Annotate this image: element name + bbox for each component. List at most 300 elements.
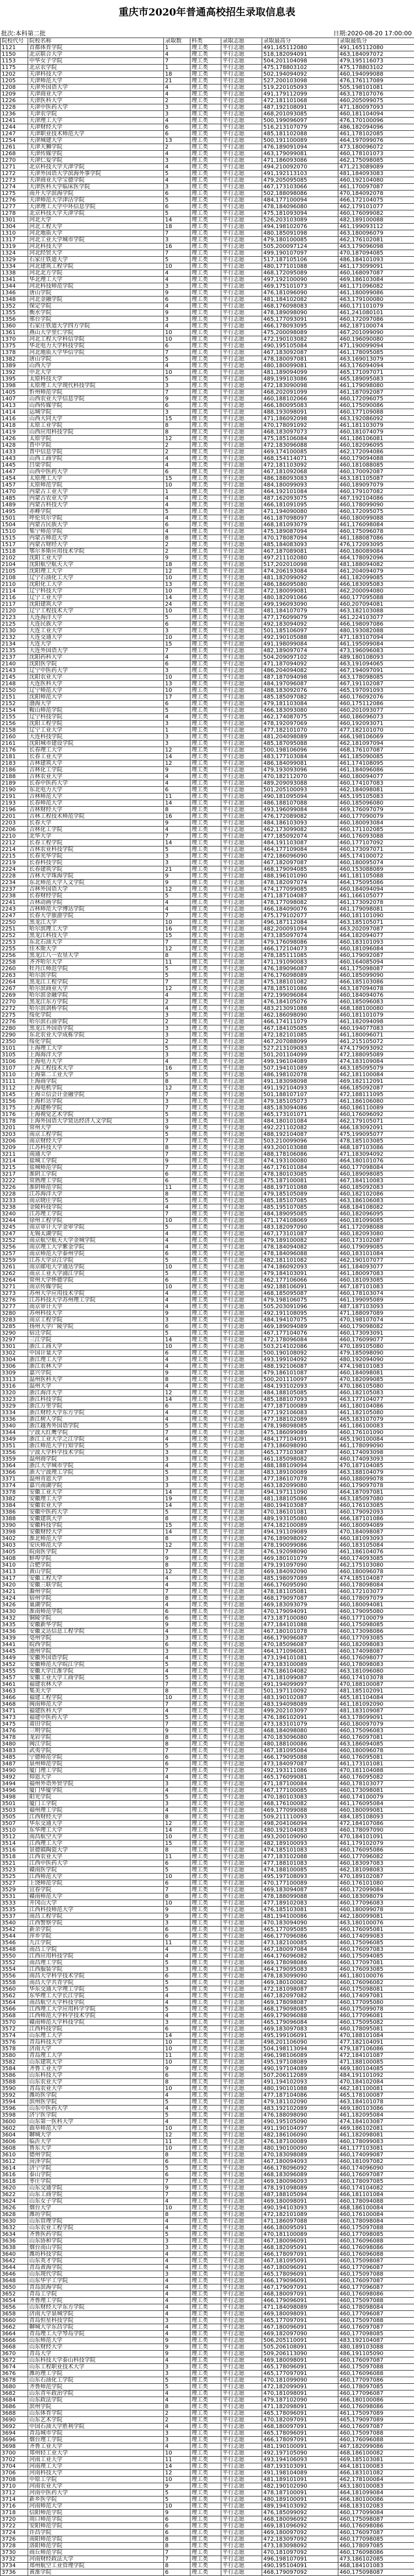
category-cell: 理工类 — [190, 615, 221, 621]
min-score-cell: 471,180097093 — [338, 104, 414, 111]
min-score-cell: 460,178098083 — [338, 1662, 414, 1668]
table-row — [1, 2510, 414, 2516]
admit-count-cell: 6 — [164, 1754, 190, 1761]
max-score-cell: 466,172104073 — [262, 946, 338, 953]
max-score-cell: 465,173101071 — [262, 1112, 338, 1118]
school-name-cell: 上海外国语大学贤达经济人文学院 — [28, 1118, 164, 1125]
min-score-cell: 460,175097088 — [338, 2225, 414, 2231]
school-code-cell: 2210 — [1, 833, 28, 840]
admit-count-cell: 15 — [164, 416, 190, 422]
volunteer-type-cell: 平行志愿 — [221, 84, 262, 91]
school-name-cell: 河北建筑工程学院 — [28, 263, 164, 270]
school-name-cell: 沈阳城市建设学院 — [28, 740, 164, 747]
school-code-cell: 3692 — [1, 2424, 28, 2430]
volunteer-type-cell: 平行志愿 — [221, 2000, 262, 2006]
volunteer-type-cell: 平行志愿 — [221, 900, 262, 906]
max-score-cell: 479,185105073 — [262, 1098, 338, 1105]
school-code-cell: 3374 — [1, 1483, 28, 1489]
admit-count-cell: 3 — [164, 237, 190, 244]
school-name-cell: 山西农业大学信息学院 — [28, 396, 164, 403]
school-name-cell: 南昌航空大学 — [28, 1834, 164, 1840]
table-row — [1, 1496, 414, 1503]
max-score-cell: 465,178096091 — [262, 2430, 338, 2437]
school-name-cell: 东北师范大学人文学院 — [28, 880, 164, 886]
admit-count-cell: 7 — [164, 1549, 190, 1556]
category-cell: 理工类 — [190, 1966, 221, 1973]
category-cell: 理工类 — [190, 2159, 221, 2165]
max-score-cell: 483,190102087 — [262, 1695, 338, 1701]
max-score-cell: 469,180098091 — [262, 2311, 338, 2318]
admit-count-cell: 4 — [164, 2000, 190, 2006]
admit-count-cell: 9 — [164, 1556, 190, 1562]
min-score-cell: 479,185098090 — [338, 1350, 414, 1357]
school-name-cell: 许昌学院 — [28, 2530, 164, 2536]
volunteer-type-cell: 平行志愿 — [221, 1781, 262, 1787]
table-row — [1, 1171, 414, 1178]
volunteer-type-cell: 平行志愿 — [221, 1324, 262, 1330]
admit-count-cell: 8 — [164, 1516, 190, 1522]
admit-count-cell: 4 — [164, 1708, 190, 1715]
school-code-cell: 3222 — [1, 1178, 28, 1184]
admit-count-cell: 4 — [164, 2298, 190, 2304]
school-name-cell: 大连工业大学 — [28, 628, 164, 634]
school-code-cell: 3426 — [1, 1602, 28, 1609]
table-row — [1, 1290, 414, 1297]
table-row — [1, 747, 414, 754]
category-cell: 理工类 — [190, 959, 221, 966]
volunteer-type-cell: 平行志愿 — [221, 687, 262, 694]
table-row — [1, 2364, 414, 2371]
min-score-cell: 461,199095089 — [338, 1297, 414, 1304]
school-name-cell: 青岛黄海学院 — [28, 2265, 164, 2271]
volunteer-type-cell: 平行志愿 — [221, 151, 262, 157]
school-name-cell: 淮南师范学院 — [28, 1609, 164, 1615]
min-score-cell: 461,174108095 — [338, 760, 414, 767]
table-row — [1, 303, 414, 310]
school-code-cell: 3276 — [1, 1297, 28, 1304]
volunteer-type-cell: 平行志愿 — [221, 1913, 262, 1920]
max-score-cell: 468,202091099 — [262, 389, 338, 396]
school-name-cell: 福建工程学院 — [28, 1695, 164, 1701]
admit-count-cell: 5 — [164, 972, 190, 979]
category-cell: 理工类 — [190, 1801, 221, 1807]
school-name-cell: 浙江海洋大学 — [28, 1390, 164, 1397]
category-cell: 理工类 — [190, 1880, 221, 1887]
admit-count-cell: 7 — [164, 250, 190, 257]
school-code-cell: 3594 — [1, 2099, 28, 2106]
school-code-cell: 3420 — [1, 1582, 28, 1589]
admit-count-cell: 4 — [164, 1668, 190, 1675]
max-score-cell: 527,213109083 — [262, 1045, 338, 1052]
table-row — [1, 2112, 414, 2119]
volunteer-type-cell: 平行志愿 — [221, 502, 262, 509]
max-score-cell: 519,220105093 — [262, 84, 338, 91]
school-name-cell: 长春建筑学院 — [28, 866, 164, 873]
school-code-cell: 3105 — [1, 1052, 28, 1059]
volunteer-type-cell: 平行志愿 — [221, 1973, 262, 1980]
volunteer-type-cell: 平行志愿 — [221, 522, 262, 528]
min-score-cell: 466,172104075 — [338, 197, 414, 204]
volunteer-type-cell: 平行志愿 — [221, 2291, 262, 2298]
min-score-cell: 473,180096072 — [338, 144, 414, 151]
school-name-cell: 上海工程技术大学 — [28, 1065, 164, 1072]
school-code-cell: 2215 — [1, 853, 28, 860]
school-code-cell: 3529 — [1, 1887, 28, 1893]
volunteer-type-cell: 平行志愿 — [221, 2019, 262, 2026]
school-code-cell: 3716 — [1, 2503, 28, 2510]
category-cell: 理工类 — [190, 1039, 221, 1045]
category-cell: 理工类 — [190, 575, 221, 581]
volunteer-type-cell: 平行志愿 — [221, 794, 262, 800]
table-row — [1, 2483, 414, 2490]
admit-count-cell: 12 — [164, 436, 190, 442]
school-code-cell: 3351 — [1, 1443, 28, 1450]
school-code-cell: 3562 — [1, 1993, 28, 2000]
admit-count-cell: 12 — [164, 986, 190, 992]
max-score-cell: 480,188100086 — [262, 1741, 338, 1748]
table-row — [1, 2059, 414, 2066]
table-row — [1, 1973, 414, 1980]
table-row — [1, 224, 414, 230]
max-score-cell: 466,181091095 — [262, 502, 338, 509]
school-code-cell: 3722 — [1, 2523, 28, 2530]
category-cell: 理工类 — [190, 1065, 221, 1072]
category-cell: 理工类 — [190, 330, 221, 336]
min-score-cell: 460,176097087 — [338, 2424, 414, 2430]
category-cell: 理工类 — [190, 2331, 221, 2337]
min-score-cell: 460,180094081 — [338, 1602, 414, 1609]
table-row — [1, 939, 414, 946]
volunteer-type-cell: 平行志愿 — [221, 1701, 262, 1708]
min-score-cell: 460,177097086 — [338, 2377, 414, 2384]
admit-count-cell: 4 — [164, 2390, 190, 2397]
min-score-cell: 481,188094082 — [338, 562, 414, 568]
school-code-cell: 1510 — [1, 528, 28, 535]
category-cell: 理工类 — [190, 1986, 221, 1993]
category-cell: 理工类 — [190, 2172, 221, 2178]
table-row — [1, 1450, 414, 1456]
school-code-cell: 3632 — [1, 2225, 28, 2231]
admit-count-cell: 1 — [164, 489, 190, 495]
min-score-cell: 460,185096080 — [338, 800, 414, 807]
school-code-cell: 2263 — [1, 972, 28, 979]
school-code-cell: 3652 — [1, 2291, 28, 2298]
category-cell: 理工类 — [190, 2357, 221, 2364]
admit-count-cell: 3 — [164, 2245, 190, 2251]
max-score-cell: 465,177103087 — [262, 1450, 338, 1456]
max-score-cell: 473,185097074 — [262, 933, 338, 939]
table-row — [1, 595, 414, 601]
school-name-cell: 齐鲁师范学院 — [28, 2384, 164, 2390]
school-name-cell: 苏州科技大学 — [28, 1310, 164, 1317]
min-score-cell: 461,186104076 — [338, 1549, 414, 1556]
admit-count-cell: 5 — [164, 1980, 190, 1986]
max-score-cell: 480,182091066 — [262, 595, 338, 601]
school-code-cell: 1407 — [1, 396, 28, 403]
max-score-cell: 484,180099093 — [262, 482, 338, 489]
school-code-cell: 2105 — [1, 568, 28, 575]
min-score-cell: 460,175097088 — [338, 2298, 414, 2304]
min-score-cell: 462,179101077 — [338, 204, 414, 210]
min-score-cell: 469,180103086 — [338, 2106, 414, 2112]
volunteer-type-cell: 平行志愿 — [221, 1582, 262, 1589]
max-score-cell: 461,187098097 — [262, 515, 338, 522]
table-row — [1, 1907, 414, 1913]
max-score-cell: 507,194101089 — [262, 1065, 338, 1072]
category-cell: 理工类 — [190, 350, 221, 356]
table-row — [1, 1145, 414, 1151]
admit-count-cell: 6 — [164, 403, 190, 409]
category-cell: 理工类 — [190, 316, 221, 323]
volunteer-type-cell: 平行志愿 — [221, 449, 262, 456]
max-score-cell: 501,205100093 — [262, 787, 338, 794]
max-score-cell: 473,184097087 — [262, 1761, 338, 1768]
school-name-cell: 赣南师范大学科技学院 — [28, 2019, 164, 2026]
category-cell: 理工类 — [190, 568, 221, 575]
admit-count-cell: 3 — [164, 1012, 190, 1019]
category-cell: 理工类 — [190, 1635, 221, 1642]
min-score-cell: 466,185092087 — [338, 1085, 414, 1092]
admit-count-cell: 2 — [164, 442, 190, 449]
school-code-cell: 3700 — [1, 2450, 28, 2457]
admit-count-cell: 12 — [164, 1390, 190, 1397]
table-row — [1, 1012, 414, 1019]
school-code-cell: 3525 — [1, 1874, 28, 1880]
school-code-cell: 1445 — [1, 462, 28, 469]
school-code-cell: 2260 — [1, 966, 28, 972]
volunteer-type-cell: 平行志愿 — [221, 2039, 262, 2046]
max-score-cell: 466,179095088 — [262, 1754, 338, 1761]
min-score-cell: 460,181074079 — [338, 429, 414, 436]
category-cell: 理工类 — [190, 1416, 221, 1423]
min-score-cell: 460,171102085 — [338, 827, 414, 833]
table-row — [1, 1436, 414, 1443]
admit-count-cell: 8 — [164, 1562, 190, 1569]
table-row — [1, 2039, 414, 2046]
table-row — [1, 568, 414, 575]
admit-count-cell: 5 — [164, 2112, 190, 2119]
table-row — [1, 396, 414, 403]
max-score-cell: 471,184098089 — [262, 2304, 338, 2311]
admit-count-cell: 6 — [164, 2516, 190, 2523]
table-row — [1, 2496, 414, 2503]
school-code-cell: 2156 — [1, 721, 28, 727]
category-cell: 理工类 — [190, 1092, 221, 1098]
school-code-cell: 3329 — [1, 1403, 28, 1410]
table-row — [1, 2430, 414, 2437]
table-row — [1, 953, 414, 959]
admit-count-cell: 4 — [164, 1946, 190, 1953]
max-score-cell: 500,199096097 — [262, 118, 338, 124]
max-score-cell: 475,187100081 — [262, 1178, 338, 1184]
school-code-cell: 3257 — [1, 1251, 28, 1257]
school-name-cell: 内蒙古工业大学 — [28, 489, 164, 495]
admit-count-cell: 12 — [164, 1569, 190, 1575]
max-score-cell: 476,185099092 — [262, 2510, 338, 2516]
table-row — [1, 1748, 414, 1754]
category-cell: 理工类 — [190, 2424, 221, 2430]
table-row — [1, 1986, 414, 1993]
max-score-cell: 469,183094087 — [262, 1887, 338, 1893]
category-cell: 理工类 — [190, 1251, 221, 1257]
school-code-cell: 3405 — [1, 1549, 28, 1556]
volunteer-type-cell: 平行志愿 — [221, 1059, 262, 1065]
category-cell: 理工类 — [190, 65, 221, 71]
max-score-cell: 526,203103089 — [262, 217, 338, 224]
table-row — [1, 853, 414, 860]
min-score-cell: 460,185092083 — [338, 1184, 414, 1191]
min-score-cell: 463,185105071 — [338, 919, 414, 926]
table-row — [1, 1781, 414, 1787]
table-row — [1, 562, 414, 568]
max-score-cell: 466,177096086 — [262, 1933, 338, 1940]
school-code-cell: 2117 — [1, 601, 28, 608]
table-row — [1, 1622, 414, 1628]
volunteer-type-cell: 平行志愿 — [221, 1105, 262, 1112]
volunteer-type-cell: 平行志愿 — [221, 1078, 262, 1085]
table-row — [1, 1880, 414, 1887]
school-name-cell: 龙岩学院 — [28, 1734, 164, 1741]
volunteer-type-cell: 平行志愿 — [221, 542, 262, 548]
table-row — [1, 813, 414, 820]
admit-count-cell: 4 — [164, 900, 190, 906]
category-cell: 理工类 — [190, 2556, 221, 2563]
min-score-cell: 464,187097081 — [338, 1489, 414, 1496]
max-score-cell: 471,187094092 — [262, 661, 338, 668]
school-code-cell: 3297 — [1, 1337, 28, 1343]
category-cell: 理工类 — [190, 913, 221, 919]
max-score-cell: 467,180096091 — [262, 2265, 338, 2271]
school-name-cell: 赣南医学院 — [28, 1867, 164, 1874]
admit-count-cell: 18 — [164, 71, 190, 78]
school-code-cell: 3417 — [1, 1575, 28, 1582]
volunteer-type-cell: 平行志愿 — [221, 2298, 262, 2304]
max-score-cell: 491,198104089 — [262, 2470, 338, 2477]
max-score-cell: 489,209093088 — [262, 780, 338, 787]
category-cell: 理工类 — [190, 601, 221, 608]
min-score-cell: 466,183101082 — [338, 2470, 414, 2477]
min-score-cell: 460,176098086 — [338, 2549, 414, 2556]
max-score-cell: 479,181103084 — [262, 701, 338, 707]
admit-count-cell: 10 — [164, 2039, 190, 2046]
category-cell: 理工类 — [190, 528, 221, 535]
school-name-cell: 山东体育学院 — [28, 2410, 164, 2417]
school-name-cell: 长春工业大学 — [28, 754, 164, 760]
school-code-cell: 1153 — [1, 58, 28, 65]
min-score-cell: 460,176097083 — [338, 1946, 414, 1953]
volunteer-type-cell: 平行志愿 — [221, 475, 262, 482]
admit-count-cell: 6 — [164, 522, 190, 528]
school-name-cell: 南昌工程学院 — [28, 1913, 164, 1920]
batch-label: 批次:本科第二批 — [1, 29, 46, 38]
category-cell: 理工类 — [190, 1304, 221, 1310]
min-score-cell: 460,176098086 — [338, 2245, 414, 2251]
admit-count-cell: 3 — [164, 668, 190, 674]
admit-count-cell: 10 — [164, 2086, 190, 2092]
min-score-cell: 462,172094086 — [338, 449, 414, 456]
min-score-cell: 460,174098087 — [338, 1648, 414, 1655]
max-score-cell: 483,213091088 — [262, 1006, 338, 1012]
school-code-cell: 3494 — [1, 1781, 28, 1787]
admit-count-cell: 7 — [164, 648, 190, 654]
table-row — [1, 1814, 414, 1821]
admit-count-cell: 10 — [164, 2205, 190, 2212]
school-name-cell: 呼伦贝尔学院 — [28, 515, 164, 522]
category-cell: 理工类 — [190, 946, 221, 953]
admit-count-cell: 4 — [164, 1237, 190, 1244]
table-row — [1, 1019, 414, 1025]
min-score-cell: 466,198106069 — [338, 734, 414, 740]
max-score-cell: 470,183094090 — [262, 1920, 338, 1927]
table-row — [1, 860, 414, 866]
school-name-cell: 潍坊学院 — [28, 2212, 164, 2218]
category-cell: 理工类 — [190, 1609, 221, 1615]
min-score-cell: 460,177098085 — [338, 2536, 414, 2543]
school-code-cell: 1272 — [1, 171, 28, 177]
category-cell: 理工类 — [190, 1734, 221, 1741]
table-row — [1, 1343, 414, 1350]
school-code-cell: 3413 — [1, 1569, 28, 1575]
max-score-cell: 473,186098090 — [262, 1443, 338, 1450]
table-row — [1, 919, 414, 926]
admit-count-cell: 11 — [164, 1854, 190, 1860]
max-score-cell: 483,192102089 — [262, 2106, 338, 2112]
admit-count-cell: 10 — [164, 2125, 190, 2132]
school-name-cell: 河北大学 — [28, 217, 164, 224]
school-name-cell: 泉州师范学院 — [28, 1761, 164, 1768]
volunteer-type-cell: 平行志愿 — [221, 277, 262, 283]
min-score-cell: 469,185103081 — [338, 2457, 414, 2463]
volunteer-type-cell: 平行志愿 — [221, 1237, 262, 1244]
min-score-cell: 460,181101090 — [338, 913, 414, 919]
table-row — [1, 277, 414, 283]
school-code-cell: 2176 — [1, 747, 28, 754]
min-score-cell: 461,178099090 — [338, 1443, 414, 1450]
admit-count-cell: 10 — [164, 1834, 190, 1840]
school-name-cell: 皖南医学院 — [28, 1549, 164, 1556]
school-name-cell: 青岛理工大学 — [28, 2053, 164, 2059]
volunteer-type-cell: 平行志愿 — [221, 2092, 262, 2099]
table-row — [1, 2033, 414, 2039]
table-row — [1, 2125, 414, 2132]
admit-count-cell: 16 — [164, 813, 190, 820]
school-name-cell: 阳光学院 — [28, 1794, 164, 1801]
school-name-cell: 哈尔滨金融学院 — [28, 992, 164, 999]
min-score-cell: 460,177093085 — [338, 1635, 414, 1642]
table-row — [1, 1874, 414, 1880]
category-cell: 理工类 — [190, 2311, 221, 2318]
school-name-cell: 盐城师范学院 — [28, 1165, 164, 1171]
school-code-cell: 2270 — [1, 999, 28, 1006]
max-score-cell: 467,181092068 — [262, 469, 338, 475]
admit-count-cell: 7 — [164, 58, 190, 65]
admit-count-cell: 6 — [164, 701, 190, 707]
school-code-cell: 3588 — [1, 2079, 28, 2086]
school-name-cell: 吉林大学珠海学院 — [28, 873, 164, 880]
school-name-cell: 哈尔滨理工大学 — [28, 926, 164, 933]
admit-count-cell: 3 — [164, 1801, 190, 1807]
admit-count-cell: 19 — [164, 1496, 190, 1503]
table-row — [1, 343, 414, 350]
max-score-cell: 500,198106096 — [262, 747, 338, 754]
category-cell: 理工类 — [190, 1549, 221, 1556]
volunteer-type-cell: 平行志愿 — [221, 2046, 262, 2053]
category-cell: 理工类 — [190, 880, 221, 886]
school-name-cell: 安徽工业大学 — [28, 1489, 164, 1496]
volunteer-type-cell: 平行志愿 — [221, 2033, 262, 2039]
admit-count-cell: 5 — [164, 1045, 190, 1052]
category-cell: 理工类 — [190, 1516, 221, 1522]
